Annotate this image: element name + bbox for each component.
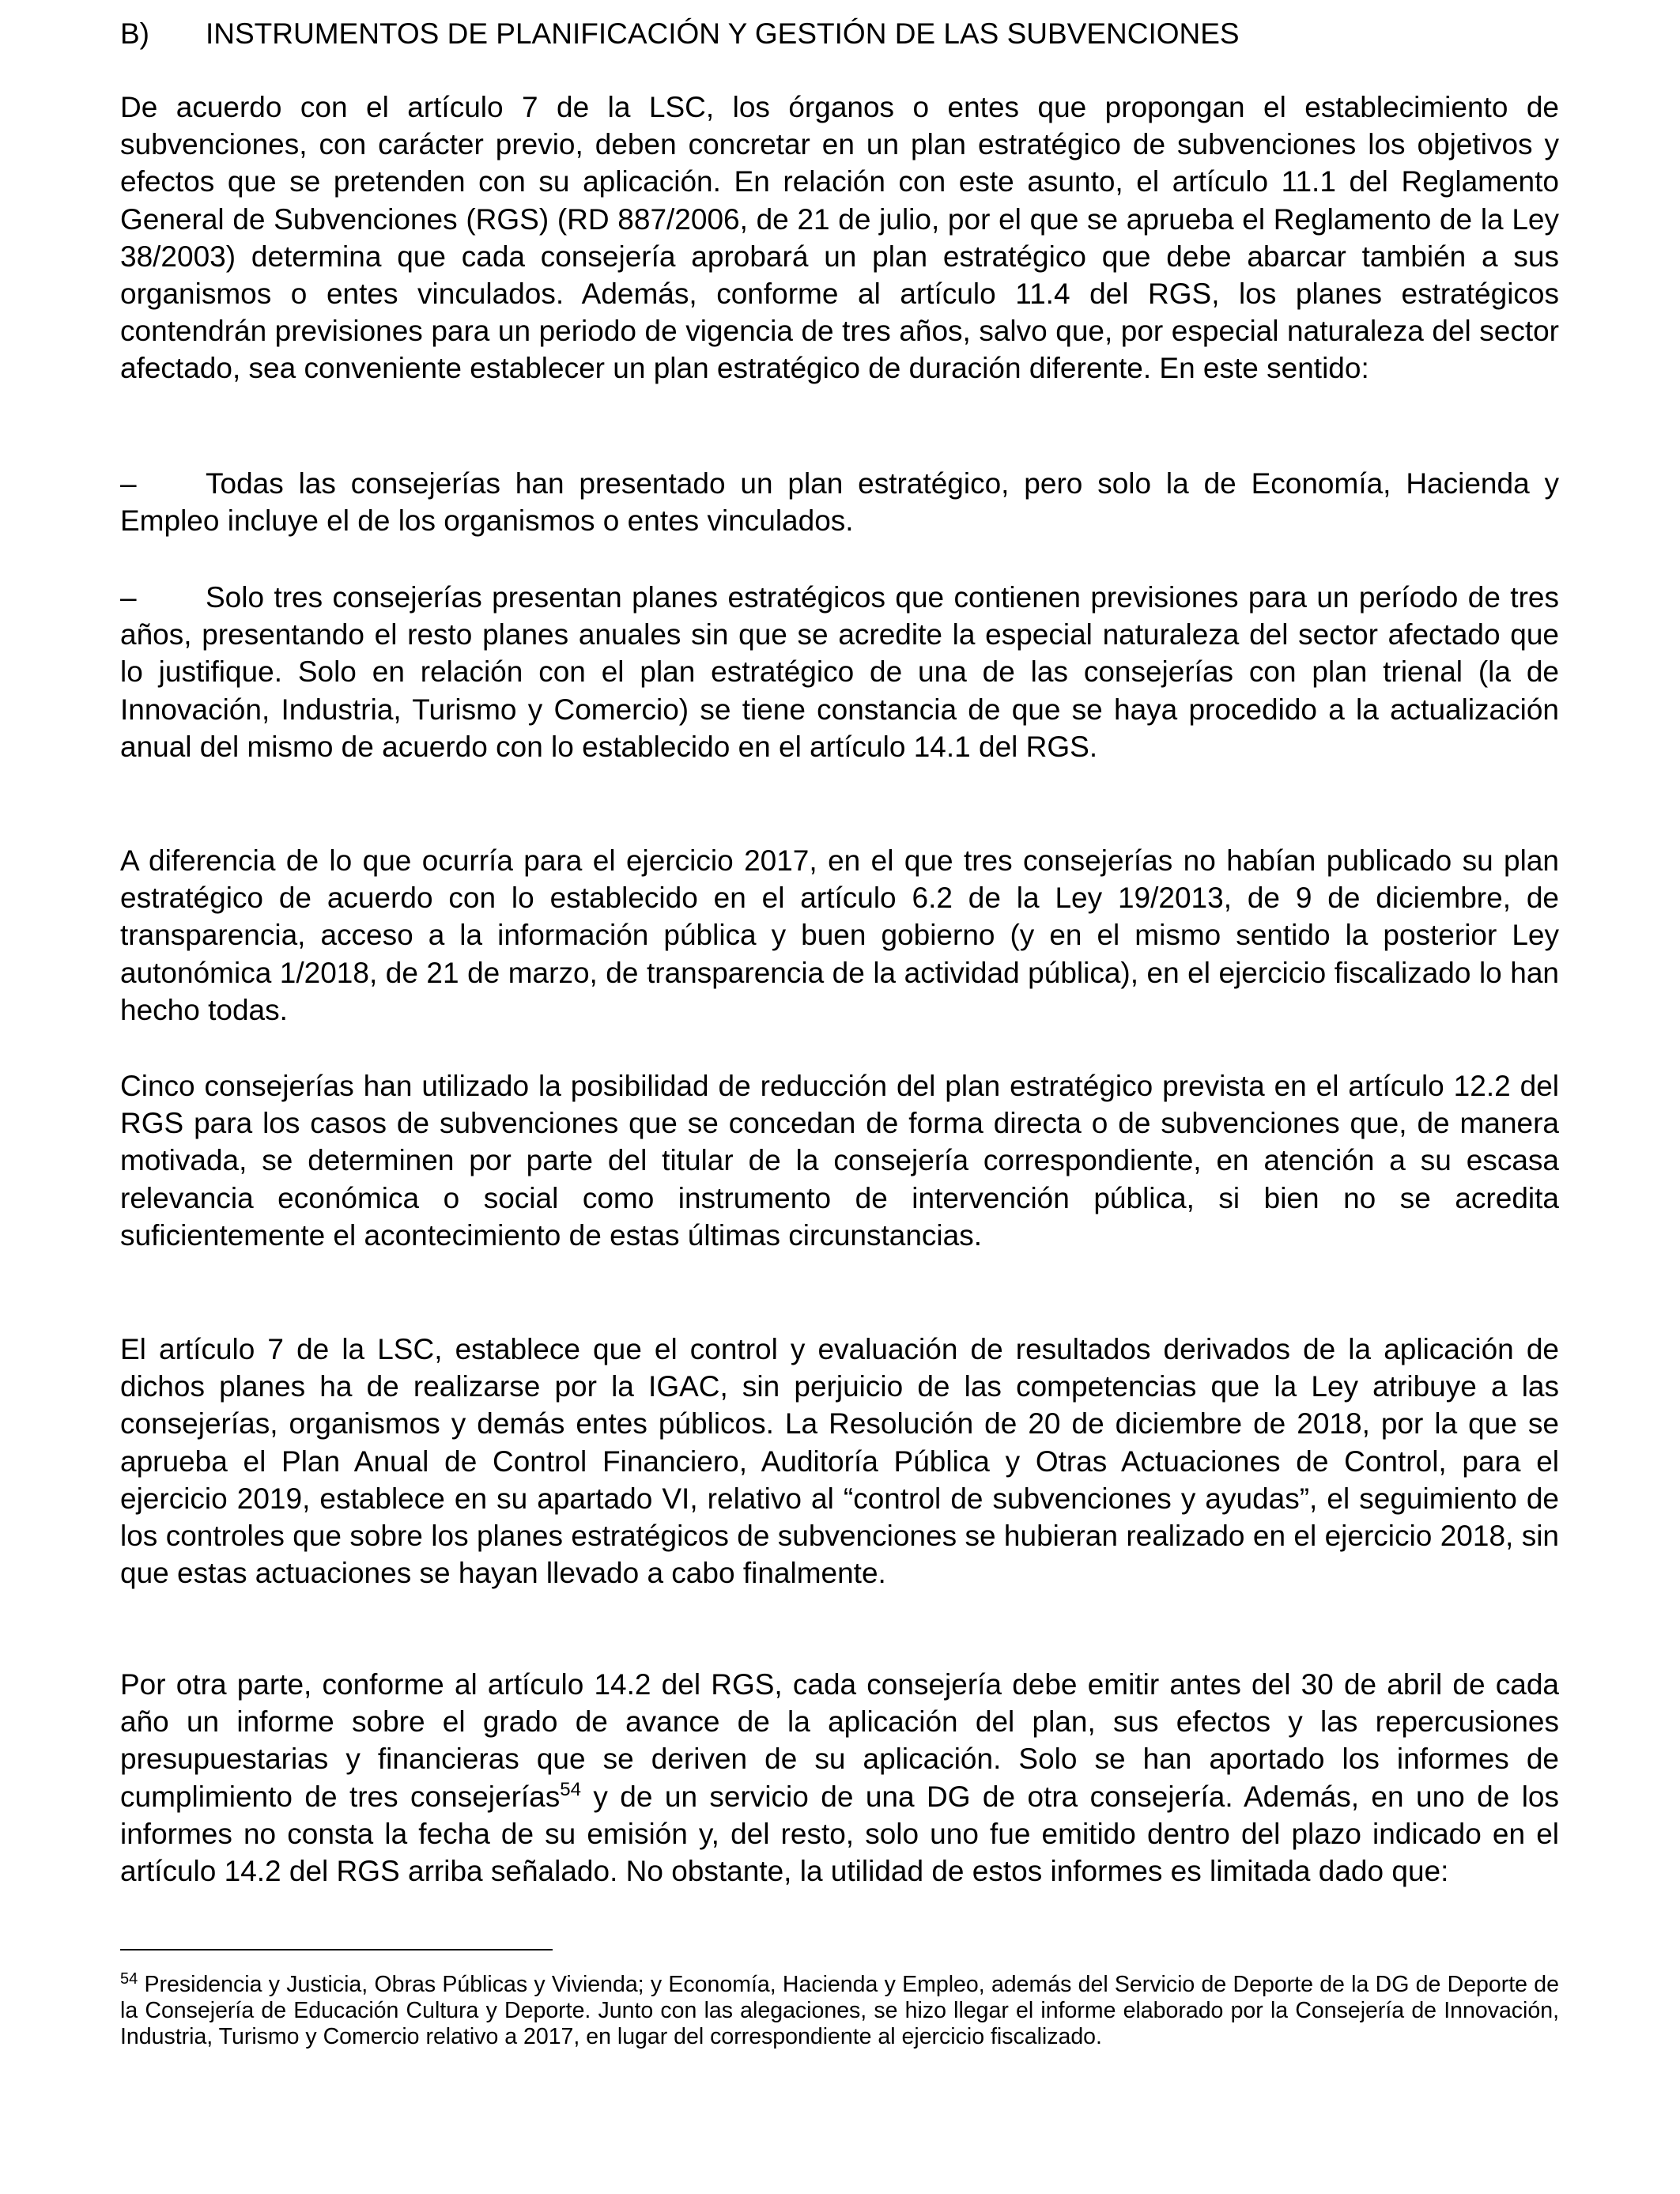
footnote-separator	[120, 1949, 553, 1950]
paragraph-reduccion-plan: Cinco consejerías han utilizado la posibilidad de reducción del plan estratégico prevista en el artículo 12.2 del RGS para los casos de subvenciones que se concedan de forma directa o de subvenciones que, de manera motivada, se determinen por parte del titular de la consejería correspondiente, en atención a su escasa relevancia económica o social como instrumento de intervención pública, si bien no se acredita suficientemente el acontecimiento de estas últimas circunstancias.	[120, 1070, 1559, 1252]
footnote	[120, 1972, 1559, 2050]
bullet-dash: –	[120, 581, 137, 614]
footnote-number: 54	[120, 1970, 138, 1988]
paragraph-text-before: Por otra parte, conforme al artículo 14.2 del RGS, cada consejería debe emitir antes del 30 de abril de cada año un informe sobre el grado de avance de la aplicación del plan, sus efectos y las repercusiones presupuestarias y financieras que se deriven de su aplicación. Solo se han aportado los informes de cumplimiento de tres consejerías	[120, 1668, 1559, 1813]
paragraph-control-evaluacion: El artículo 7 de la LSC, establece que el control y evaluación de resultados derivados de la aplicación de dichos planes ha de realizarse por la IGAC, sin perjuicio de las competencias que la Ley atribuye a las consejerías, organismos y demás entes públicos. La Resolución de 20 de diciembre de 2018, por la que se aprueba el Plan Anual de Control Financiero, Auditoría Pública y Otras Actuaciones de Control, para el ejercicio 2019, establece en su apartado VI, relativo al “control de subvenciones y ayudas”, el seguimiento de los controles que sobre los planes estratégicos de subvenciones se hubieran realizado en el ejercicio 2018, sin que estas actuaciones se hayan llevado a cabo finalmente.	[120, 1333, 1559, 1590]
bullet-dash: –	[120, 467, 137, 500]
bullet-text: Solo tres consejerías presentan planes estratégicos que contienen previsiones para un período de tres años, presentando el resto planes anuales sin que se acredite la especial naturaleza del sector afectado que lo justifique. Solo en relación con el plan estratégico de una de las consejerías con plan trienal (la de Innovación, Industria, Turismo y Comercio) se tiene constancia de que se haya procedido a la actualización anual del mismo de acuerdo con lo establecido en el artículo 14.1 del RGS.	[120, 581, 1559, 763]
bullet-item-previsiones-trienales	[120, 579, 1559, 765]
bullet-text: Todas las consejerías han presentado un plan estratégico, pero solo la de Economía, Hacienda y Empleo incluye el de los organismos o entes vinculados.	[120, 467, 1559, 538]
section-number: B)	[120, 17, 149, 50]
section-heading	[120, 16, 1240, 52]
paragraph-text-after: y de un servicio de una DG de otra consejería. Además, en uno de los informes no consta la fecha de su emisión y, del resto, solo uno fue emitido dentro del plazo indicado en el artículo 14.2 del RGS arriba señalado. No obstante, la utilidad de estos informes es limitada dado que:	[120, 1780, 1559, 1888]
paragraph-publicacion-planes: A diferencia de lo que ocurría para el ejercicio 2017, en el que tres consejerías no habían publicado su plan estratégico de acuerdo con lo establecido en el artículo 6.2 de la Ley 19/2013, de 9 de diciembre, de transparencia, acceso a la información pública y buen gobierno (y en el mismo sentido la posterior Ley autonómica 1/2018, de 21 de marzo, de transparencia de la actividad pública), en el ejercicio fiscalizado lo han hecho todas.	[120, 844, 1559, 1026]
paragraph-informes-cumplimiento	[120, 1666, 1559, 1890]
footnote-text: Presidencia y Justicia, Obras Públicas y Vivienda; y Economía, Hacienda y Empleo, además del Servicio de Deporte de la DG de Deporte de la Consejería de Educación Cultura y Deporte. Junto con las alegaciones, se hizo llegar el informe elaborado por la Consejería de Innovación, Industria, Turismo y Comercio relativo a 2017, en lugar del correspondiente al ejercicio fiscalizado.	[120, 1972, 1559, 2049]
footnote-reference[interactable]: 54	[560, 1778, 581, 1800]
bullet-item-consejerias-plan	[120, 465, 1559, 539]
section-title: INSTRUMENTOS DE PLANIFICACIÓN Y GESTIÓN DE LAS SUBVENCIONES	[206, 17, 1240, 50]
paragraph-plan-estrategico: De acuerdo con el artículo 7 de la LSC, los órganos o entes que propongan el establecimiento de subvenciones, con carácter previo, deben concretar en un plan estratégico de subvenciones los objetivos y efectos que se pretenden con su aplicación. En relación con este asunto, el artículo 11.1 del Reglamento General de Subvenciones (RGS) (RD 887/2006, de 21 de julio, por el que se aprueba el Reglamento de la Ley 38/2003) determina que cada consejería aprobará un plan estratégico que debe abarcar también a sus organismos o entes vinculados. Además, conforme al artículo 11.4 del RGS, los planes estratégicos contendrán previsiones para un periodo de vigencia de tres años, salvo que, por especial naturaleza del sector afectado, sea conveniente establecer un plan estratégico de duración diferente. En este sentido:	[120, 91, 1559, 385]
